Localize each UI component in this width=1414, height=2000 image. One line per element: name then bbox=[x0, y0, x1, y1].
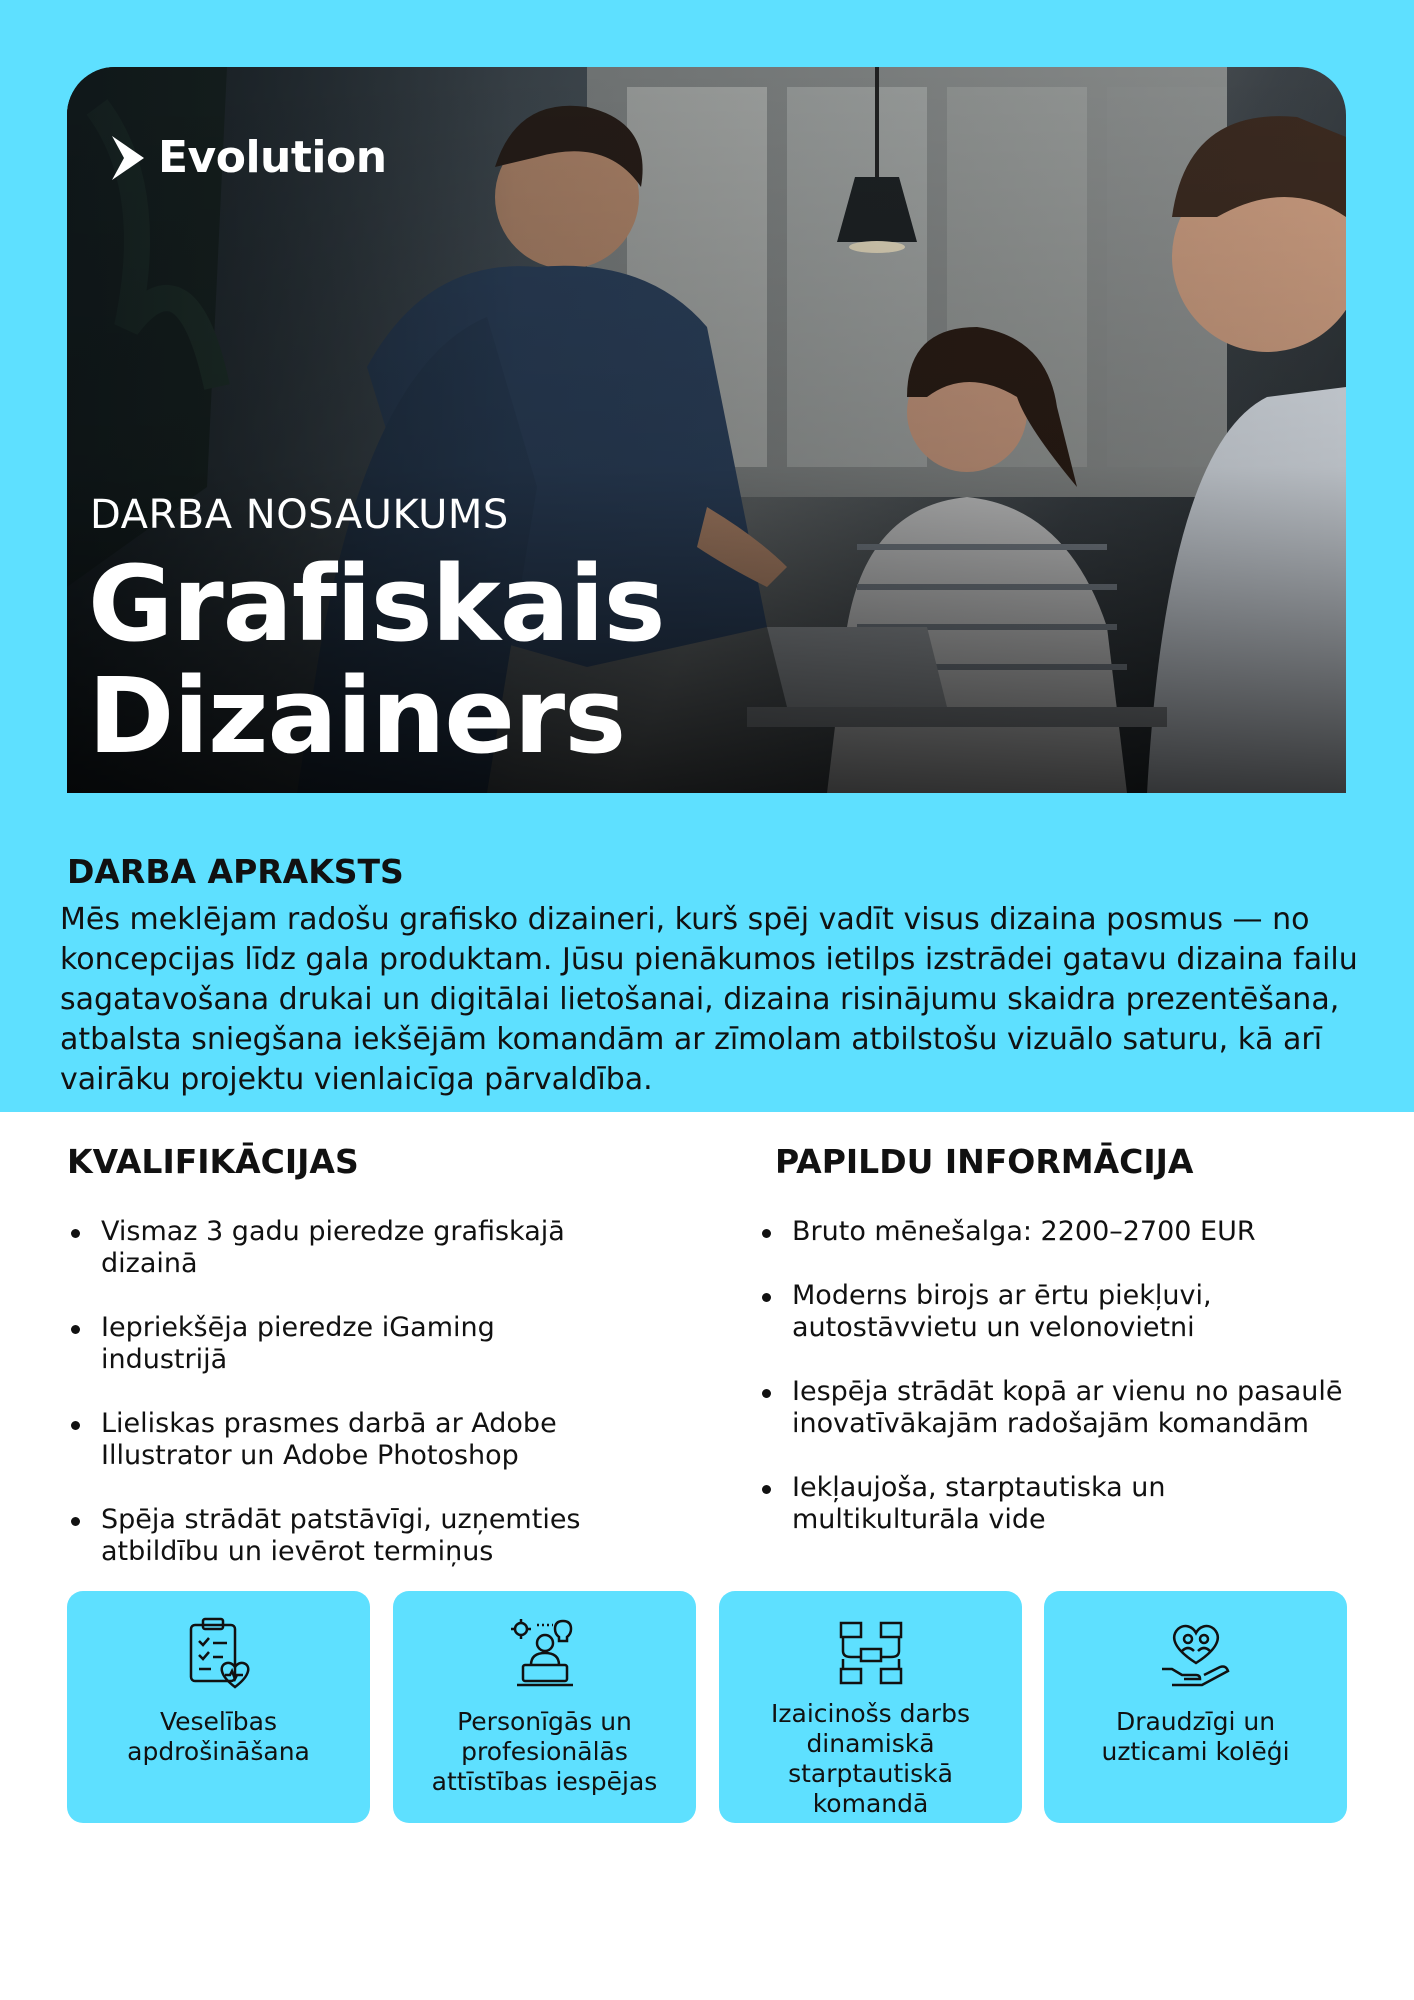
additional-info-list bbox=[758, 1216, 1358, 1568]
list-item: Bruto mēnešalga: 2200–2700 EUR bbox=[758, 1216, 1358, 1248]
benefit-card-development bbox=[393, 1591, 696, 1823]
benefit-label: Veselības apdrošināšana bbox=[127, 1707, 310, 1766]
evolution-logo-icon bbox=[110, 134, 148, 182]
health-insurance-icon bbox=[179, 1613, 259, 1693]
qualifications-list bbox=[67, 1216, 627, 1600]
list-item: Spēja strādāt patstāvīgi, uzņemties atbildību un ievērot termiņus bbox=[67, 1504, 627, 1568]
benefit-card-challenging-work bbox=[719, 1591, 1022, 1823]
job-title-line-2: Dizainers bbox=[88, 655, 626, 777]
benefit-card-health bbox=[67, 1591, 370, 1823]
brand-logo bbox=[110, 132, 387, 183]
list-item: Vismaz 3 gadu pieredze grafiskajā dizainā bbox=[67, 1216, 627, 1280]
benefit-card-colleagues bbox=[1044, 1591, 1347, 1823]
teamwork-hands-icon bbox=[831, 1613, 911, 1693]
benefit-label: Izaicinošs darbs dinamiskā starptautiskā komandā bbox=[771, 1699, 970, 1818]
qualifications-heading: KVALIFIKĀCIJAS bbox=[67, 1142, 359, 1181]
description-heading: DARBA APRAKSTS bbox=[67, 852, 404, 891]
list-item: Moderns birojs ar ērtu piekļuvi, autostāvvietu un velonovietni bbox=[758, 1280, 1358, 1344]
job-title-line-1: Grafiskais bbox=[88, 543, 665, 665]
personal-development-icon bbox=[505, 1613, 585, 1693]
list-item: Iespēja strādāt kopā ar vienu no pasaulē inovatīvākajām radošajām komandām bbox=[758, 1376, 1358, 1440]
additional-info-heading: PAPILDU INFORMĀCIJA bbox=[775, 1142, 1194, 1181]
caring-colleagues-icon bbox=[1156, 1613, 1236, 1693]
list-item: Iepriekšēja pieredze iGaming industrijā bbox=[67, 1312, 627, 1376]
list-item: Lieliskas prasmes darbā ar Adobe Illustrator un Adobe Photoshop bbox=[67, 1408, 627, 1472]
job-title-label: DARBA NOSAUKUMS bbox=[90, 492, 509, 538]
description-text: Mēs meklējam radošu grafisko dizaineri, kurš spēj vadīt visus dizaina posmus — no koncepcijas līdz gala produktam. Jūsu pienākumos ietilps izstrādei gatavu dizaina failu sagatavošana drukai un digitālai lietošanai, dizaina risinājumu skaidra prezentēšana, atbalsta sniegšana iekšējām komandām ar zīmolam atbilstošu vizuālo saturu, kā arī vairāku projektu vienlaicīga pārvaldība. bbox=[60, 902, 1358, 1097]
list-item: Iekļaujoša, starptautiska un multikulturāla vide bbox=[758, 1472, 1358, 1536]
brand-name: Evolution bbox=[158, 132, 387, 183]
benefit-label: Draudzīgi un uzticami kolēģi bbox=[1101, 1707, 1290, 1766]
benefit-label: Personīgās un profesionālās attīstības iespējas bbox=[431, 1707, 658, 1796]
job-title bbox=[88, 543, 665, 777]
